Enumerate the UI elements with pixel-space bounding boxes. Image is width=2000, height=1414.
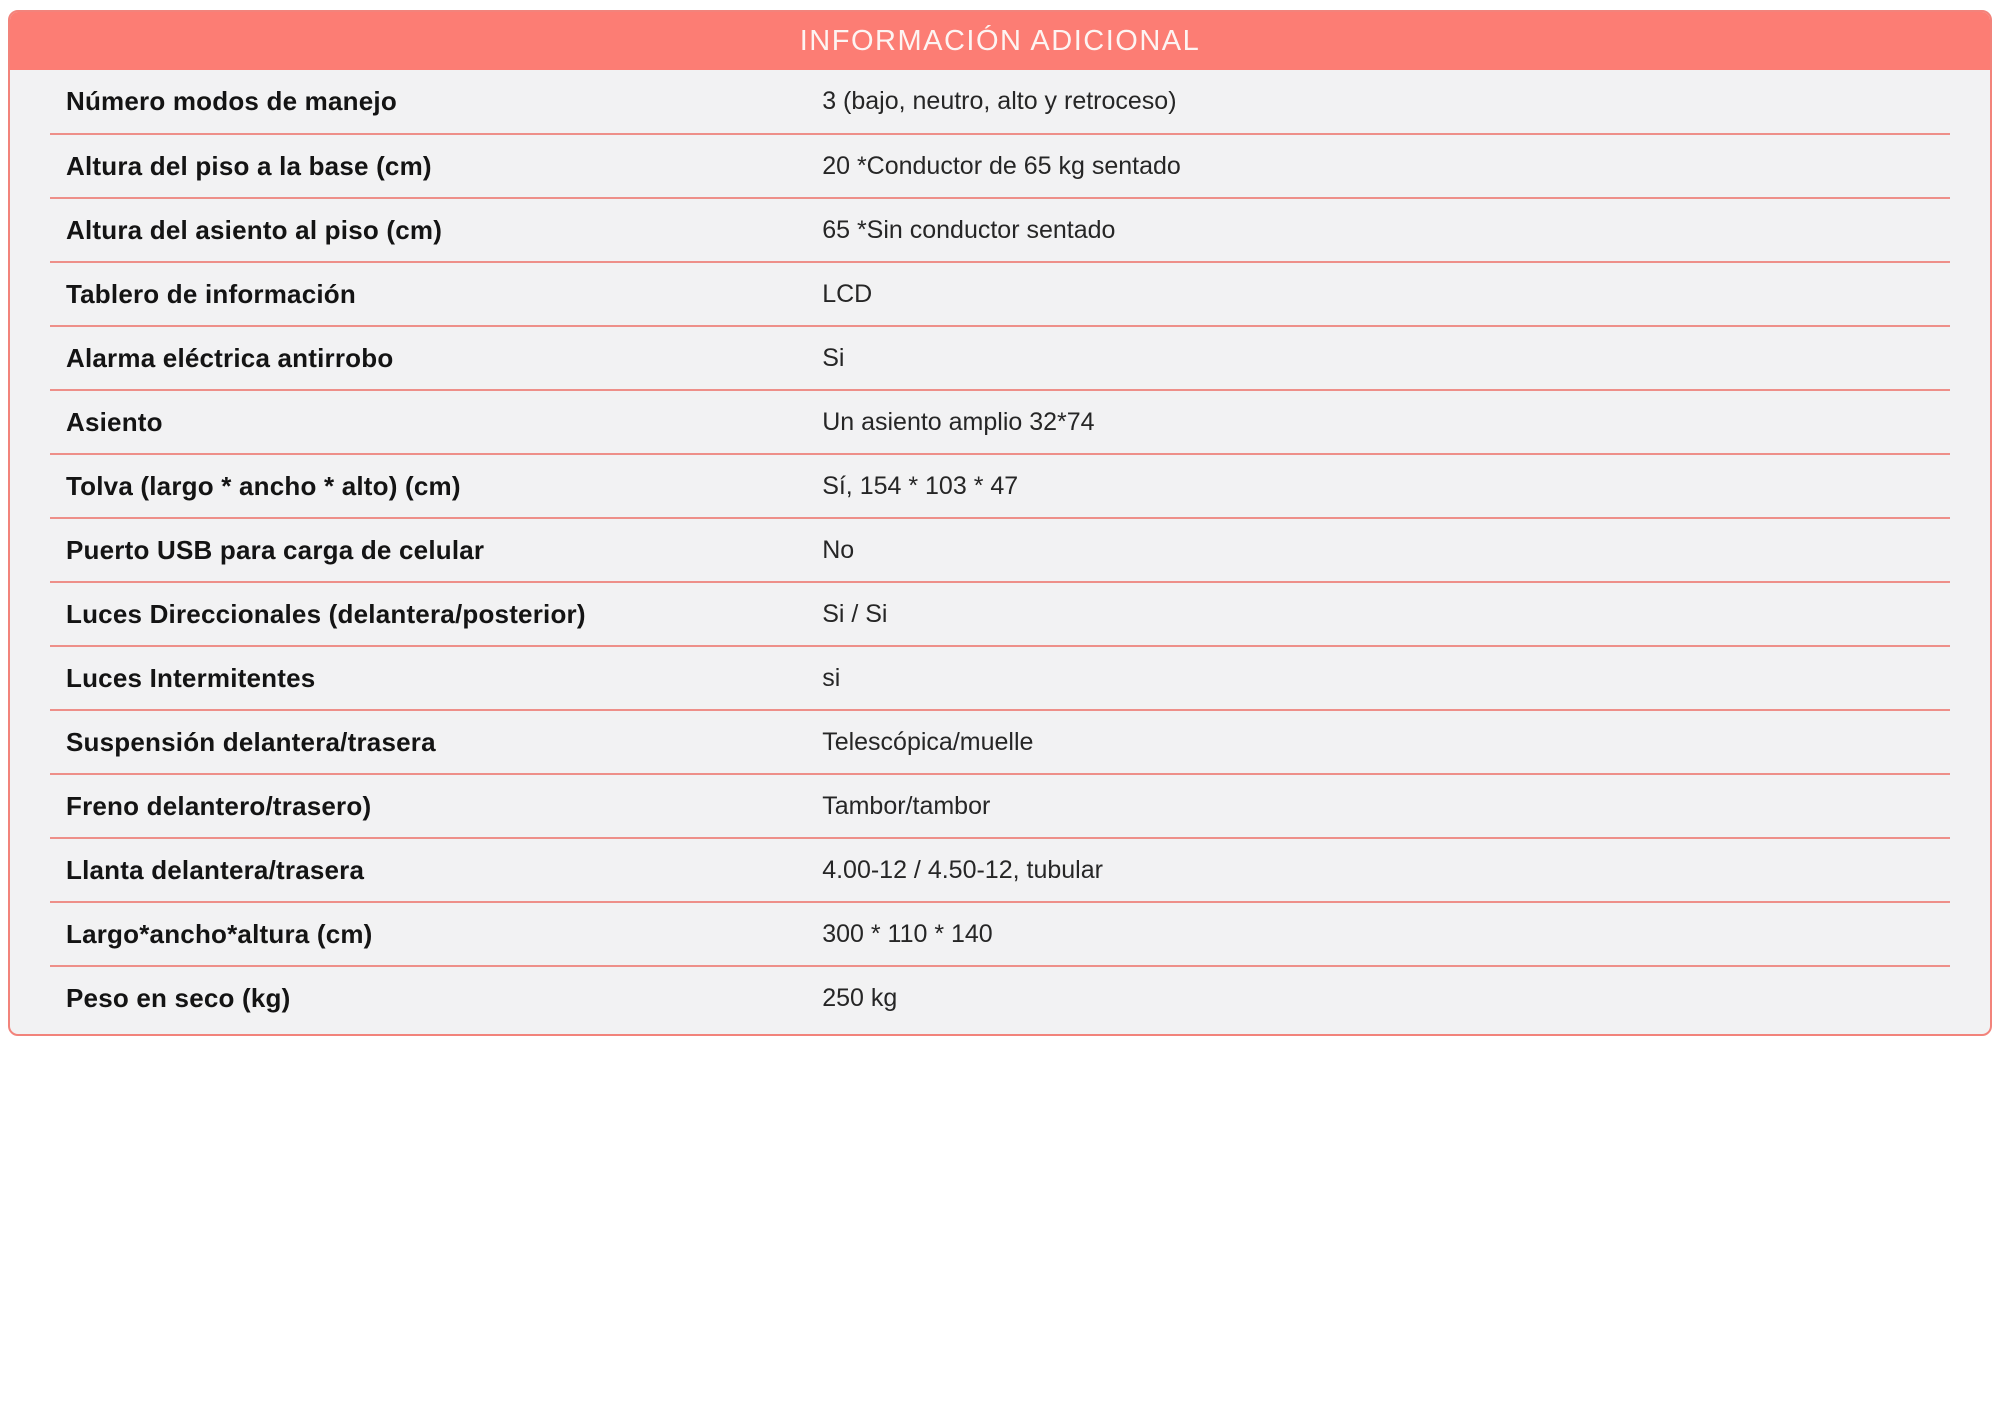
card-body [10, 70, 1990, 1034]
table-row [50, 326, 1950, 390]
spec-value: 250 kg [822, 984, 898, 1012]
spec-label: Peso en seco (kg) [66, 983, 291, 1013]
spec-value: 300 * 110 * 140 [806, 902, 1950, 966]
spec-value: 4.00-12 / 4.50-12, tubular [806, 838, 1950, 902]
spec-label: Alarma eléctrica antirrobo [50, 326, 806, 390]
spec-label: Largo*ancho*altura (cm) [50, 902, 806, 966]
spec-label: Altura del asiento al piso (cm) [50, 198, 806, 262]
spec-label: Suspensión delantera/trasera [50, 710, 806, 774]
table-row [50, 198, 1950, 262]
table-row [50, 966, 1950, 1030]
additional-info-card [8, 10, 1992, 1036]
spec-label: Luces Direccionales (delantera/posterior) [50, 582, 806, 646]
spec-label: Número modos de manejo [50, 70, 806, 134]
spec-value: 20 *Conductor de 65 kg sentado [806, 134, 1950, 198]
spec-label: Asiento [50, 390, 806, 454]
info-table [50, 70, 1950, 1030]
spec-value: Un asiento amplio 32*74 [806, 390, 1950, 454]
card-header [10, 12, 1990, 70]
spec-label: Llanta delantera/trasera [50, 838, 806, 902]
spec-value: LCD [806, 262, 1950, 326]
table-row [50, 390, 1950, 454]
spec-label: Altura del piso a la base (cm) [50, 134, 806, 198]
spec-value: Sí, 154 * 103 * 47 [806, 454, 1950, 518]
spec-label: Luces Intermitentes [50, 646, 806, 710]
spec-label: Tolva (largo * ancho * alto) (cm) [50, 454, 806, 518]
spec-value: No [806, 518, 1950, 582]
table-row [50, 774, 1950, 838]
spec-value: Tambor/tambor [806, 774, 1950, 838]
spec-value: Si [806, 326, 1950, 390]
spec-label: Puerto USB para carga de celular [50, 518, 806, 582]
table-row [50, 902, 1950, 966]
table-row [50, 582, 1950, 646]
spec-value: Si / Si [806, 582, 1950, 646]
table-row [50, 710, 1950, 774]
table-row [50, 70, 1950, 134]
spec-label: Freno delantero/trasero) [50, 774, 806, 838]
page-title: INFORMACIÓN ADICIONAL [799, 24, 1201, 57]
spec-value: si [806, 646, 1950, 710]
table-row [50, 838, 1950, 902]
table-row [50, 518, 1950, 582]
table-row [50, 262, 1950, 326]
table-row [50, 454, 1950, 518]
spec-value: 3 (bajo, neutro, alto y retroceso) [806, 70, 1950, 134]
spec-value: Telescópica/muelle [806, 710, 1950, 774]
table-row [50, 134, 1950, 198]
table-row [50, 646, 1950, 710]
spec-label: Tablero de información [50, 262, 806, 326]
spec-value: 65 *Sin conductor sentado [806, 198, 1950, 262]
